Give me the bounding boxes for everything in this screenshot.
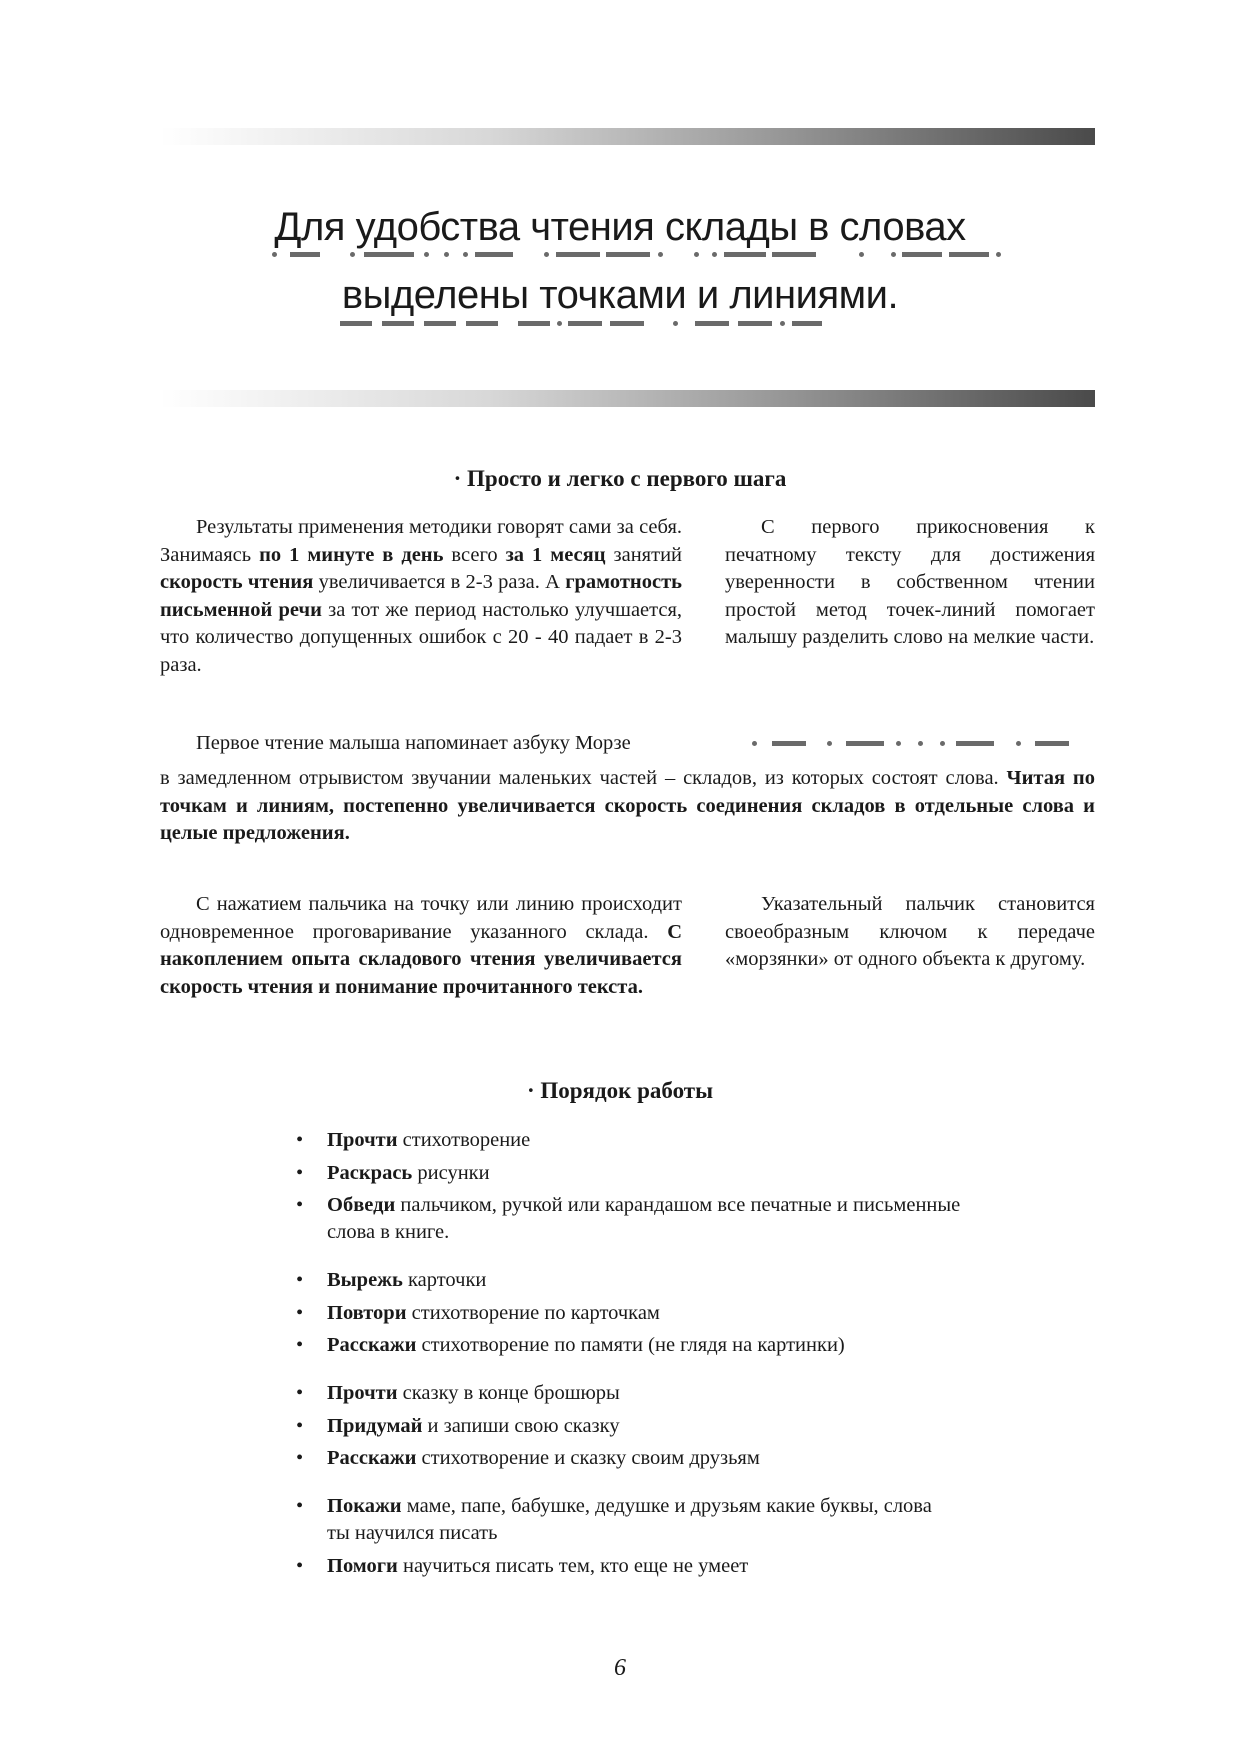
page-title-line-2: выделены точками и линиями. xyxy=(341,273,899,317)
list-item: • Вырежь карточки xyxy=(296,1267,996,1294)
paragraph-first-touch: С первого прикосновения к печатному тексту для достижения уверенности в собственном чтении простой метод точек-линий помогает малышу разделить слово на мелкие части. xyxy=(725,516,1095,648)
bullet-icon: • xyxy=(296,1129,304,1151)
list-item: • Обведи пальчиком, ручкой или карандашом все печатные и письменные слова в книге. xyxy=(296,1194,961,1243)
text-column-left-2 xyxy=(160,891,682,1001)
workflow-group-1 xyxy=(296,1127,996,1246)
morse-underline-1 xyxy=(272,251,992,261)
bullet-icon: • xyxy=(296,1334,304,1356)
page-title-line-1: Для удобства чтения склады в словах xyxy=(274,205,966,249)
workflow-group-3 xyxy=(296,1380,996,1472)
list-item: • Помоги научиться писать тем, кто еще не умеет xyxy=(296,1553,996,1580)
text-column-right-1 xyxy=(725,514,1095,652)
workflow-list xyxy=(296,1127,996,1601)
list-item: • Повтори стихотворение по карточкам xyxy=(296,1300,996,1327)
bullet-icon: • xyxy=(296,1161,304,1184)
paragraph-index-finger: Указательный пальчик становится своеобразным ключом к передаче «морзянки» от одного объекта к другому. xyxy=(725,893,1095,970)
text-column-right-2 xyxy=(725,891,1095,974)
workflow-group-2 xyxy=(296,1267,996,1359)
bullet-icon: • xyxy=(296,1301,304,1324)
bottom-gradient-bar xyxy=(160,390,1095,407)
morse-underline-2 xyxy=(340,320,940,330)
bullet-icon: • xyxy=(296,1382,304,1404)
bullet-icon: • xyxy=(296,1269,304,1291)
list-item: • Расскажи стихотворение по памяти (не глядя на картинки) xyxy=(296,1332,996,1359)
paragraph-results: Результаты применения методики говорят сами за себя. Занимаясь по 1 минуте в день всего за 1 месяц занятий скорость чтения увеличивается в 2-3 раза. А грамотность письменной речи за тот же период настолько улучшается, что количество допущенных ошибок с 20 - 40 падает в 2-3 раза. xyxy=(160,516,683,676)
list-item: • Покажи маме, папе, бабушке, дедушке и друзьям какие буквы, слова ты научился писать xyxy=(296,1495,932,1544)
bullet-icon: • xyxy=(296,1447,304,1469)
morse-inline-pattern xyxy=(752,740,1082,750)
list-item: • Придумай и запиши свою сказку xyxy=(296,1413,996,1440)
section-heading-simple: · Просто и легко с первого шага xyxy=(453,466,787,491)
page-number: 6 xyxy=(614,1655,626,1681)
list-item: • Прочти стихотворение xyxy=(296,1127,996,1154)
list-item: • Расскажи стихотворение и сказку своим друзьям xyxy=(296,1445,996,1472)
morse-intro: Первое чтение малыша напоминает азбуку Морзе xyxy=(196,732,631,754)
morse-paragraph-body: в замедленном отрывистом звучании маленьких частей – складов, из которых состоят слова. Читая по точкам и линиям, постепенно увеличивается скорость соединения складов в отдельные слова и целые предложения. xyxy=(160,767,1095,844)
bullet-icon: • xyxy=(296,1554,304,1577)
paragraph-finger-press: С нажатием пальчика на точку или линию происходит одновременное проговаривание указанного склада. С накоплением опыта складового чтения увеличивается скорость чтения и понимание прочитанного текста. xyxy=(160,893,682,998)
text-column-left-1 xyxy=(160,514,682,679)
list-item: • Раскрась рисунки xyxy=(296,1160,996,1187)
section-heading-workflow: · Порядок работы xyxy=(526,1078,714,1103)
top-gradient-bar xyxy=(160,128,1095,145)
bullet-icon: • xyxy=(296,1495,304,1517)
bullet-icon: • xyxy=(296,1414,304,1437)
list-item: • Прочти сказку в конце брошюры xyxy=(296,1380,996,1407)
workflow-group-4 xyxy=(296,1493,996,1580)
bullet-icon: • xyxy=(296,1194,304,1216)
